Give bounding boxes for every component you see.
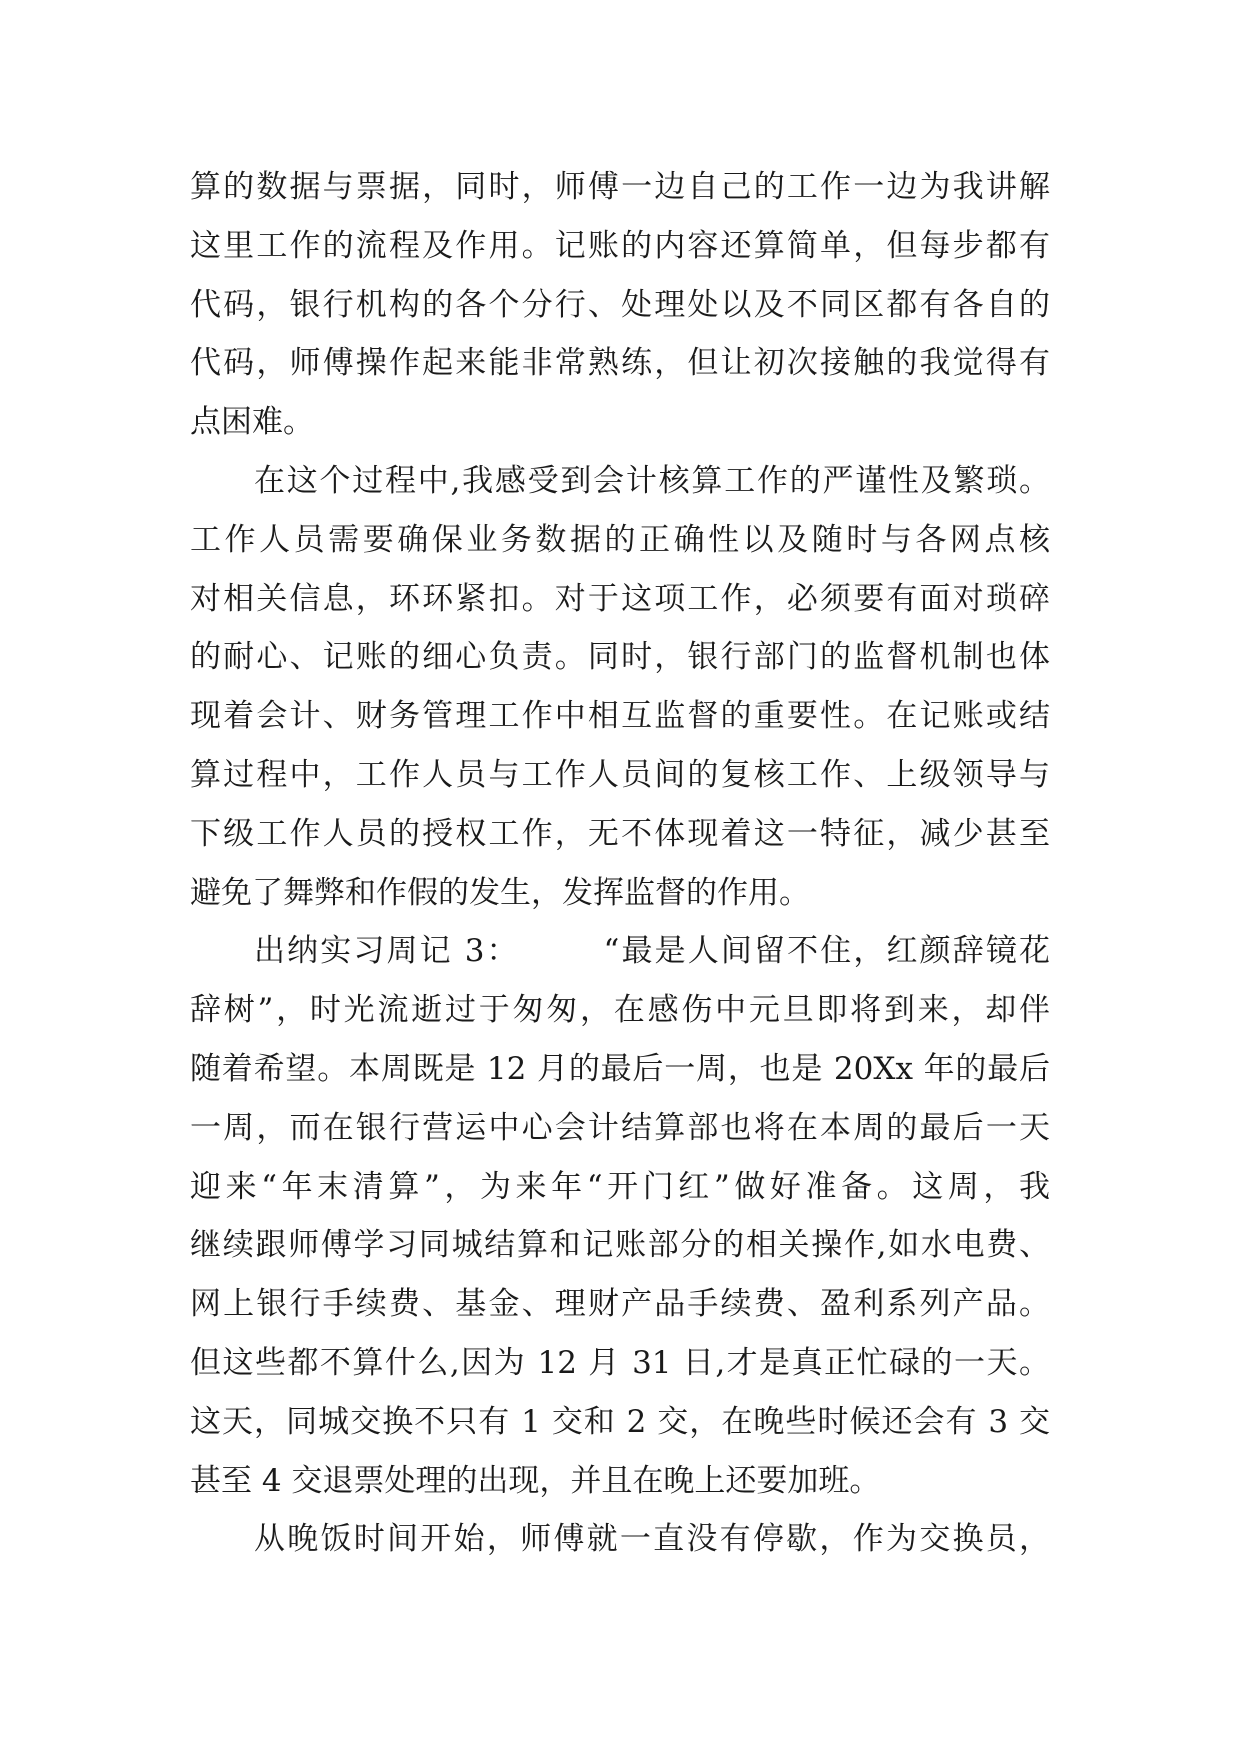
text-line: 这天，同城交换不只有 1 交和 2 交，在晚些时候还会有 3 交 bbox=[190, 1403, 1050, 1440]
text-line: 辞树”，时光流逝过于匆匆，在感伤中元旦即将到来，却伴 bbox=[190, 992, 1050, 1029]
text-line: 网上银行手续费、基金、理财产品手续费、盈利系列产品。 bbox=[190, 1286, 1050, 1323]
text-line: 对相关信息，环环紧扣。对于这项工作，必须要有面对琐碎 bbox=[190, 580, 1050, 617]
text-line: 算的数据与票据，同时，师傅一边自己的工作一边为我讲解 bbox=[190, 169, 1050, 205]
text-line: 一周，而在银行营运中心会计结算部也将在本周的最后一天 bbox=[190, 1109, 1050, 1146]
document-body bbox=[190, 158, 1050, 1569]
text-line: 代码，银行机构的各个分行、处理处以及不同区都有各自的 bbox=[190, 286, 1050, 323]
text-line: 甚至 4 交退票处理的出现，并且在晚上还要加班。 bbox=[190, 1462, 881, 1499]
text-line: 在这个过程中,我感受到会计核算工作的严谨性及繁琐。 bbox=[254, 462, 1050, 499]
text-line: 出纳实习周记 3： “最是人间留不住，红颜辞镜花 bbox=[254, 933, 1050, 970]
text-line: 这里工作的流程及作用。记账的内容还算简单，但每步都有 bbox=[190, 227, 1050, 264]
text-line: 继续跟师傅学习同城结算和记账部分的相关操作,如水电费、 bbox=[190, 1227, 1050, 1264]
text-line: 工作人员需要确保业务数据的正确性以及随时与各网点核 bbox=[190, 521, 1050, 558]
text-line: 但这些都不算什么,因为 12 月 31 日,才是真正忙碌的一天。 bbox=[190, 1344, 1050, 1381]
text-line: 随着希望。本周既是 12 月的最后一周，也是 20Xx 年的最后 bbox=[190, 1050, 1050, 1087]
text-line: 下级工作人员的授权工作，无不体现着这一特征，减少甚至 bbox=[190, 815, 1050, 852]
text-line: 避免了舞弊和作假的发生，发挥监督的作用。 bbox=[190, 874, 810, 911]
text-line: 现着会计、财务管理工作中相互监督的重要性。在记账或结 bbox=[190, 698, 1050, 735]
text-line: 从晚饭时间开始，师傅就一直没有停歇，作为交换员， bbox=[254, 1521, 1050, 1558]
text-line: 代码，师傅操作起来能非常熟练，但让初次接触的我觉得有 bbox=[190, 345, 1050, 382]
text-line: 算过程中，工作人员与工作人员间的复核工作、上级领导与 bbox=[190, 756, 1050, 793]
text-line: 点困难。 bbox=[190, 404, 314, 441]
text-line: 迎来“年末清算”，为来年“开门红”做好准备。这周，我 bbox=[190, 1168, 1050, 1205]
text-line: 的耐心、记账的细心负责。同时，银行部门的监督机制也体 bbox=[190, 639, 1050, 676]
